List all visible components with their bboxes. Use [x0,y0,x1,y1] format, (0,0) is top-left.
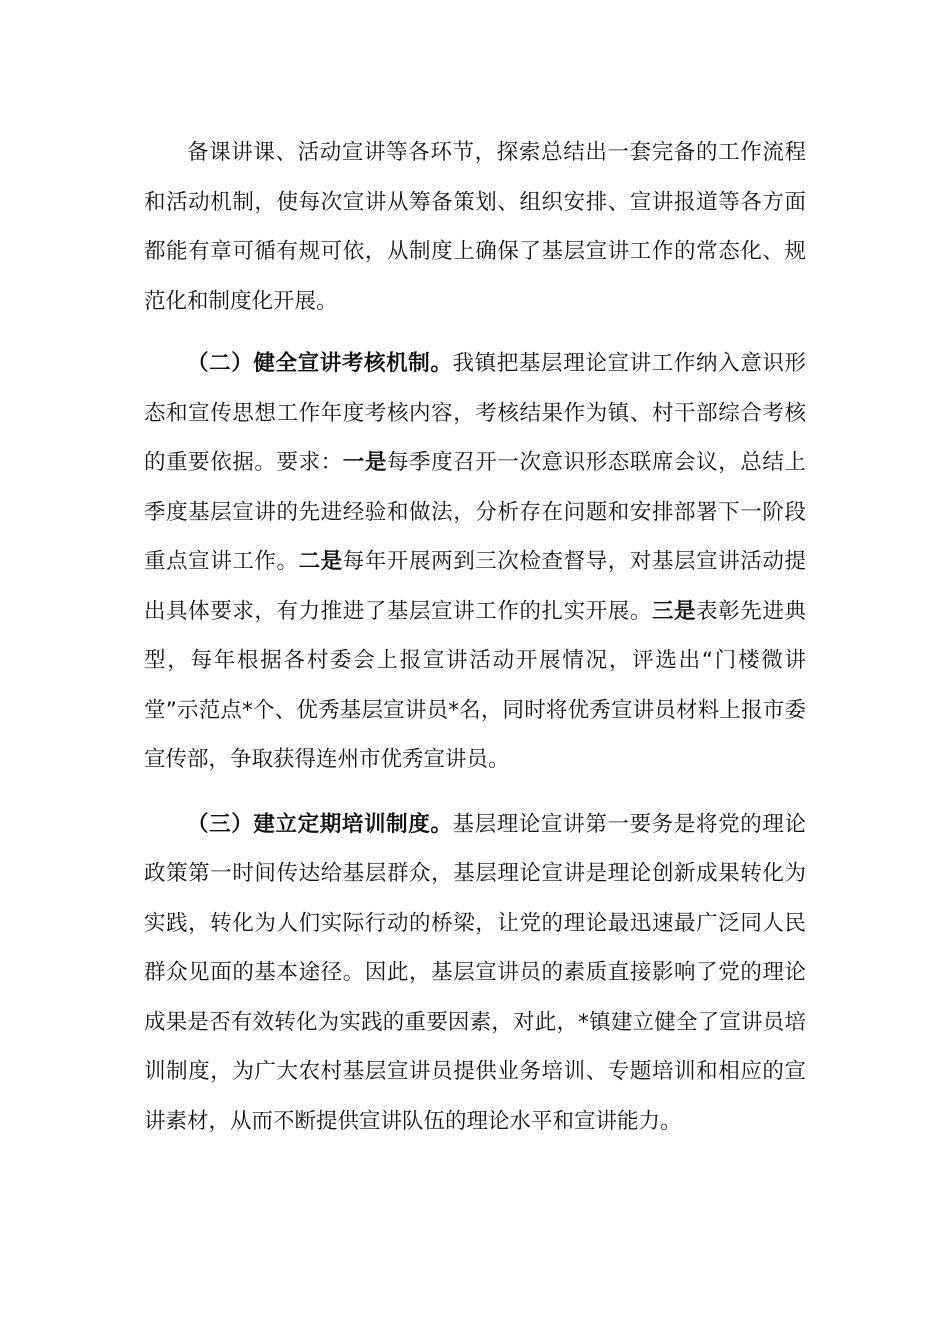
paragraph-text: 基层理论宣讲第一要务是将党的理论政策第一时间传达给基层群众，基层理论宣讲是理论创新成果转化为实践，转化为人们实际行动的桥梁，让党的理论最迅速最广泛同人民群众见面的基本途径。因此，基层宣讲员的素质直接影响了党的理论成果是否有效转化为实践的重要因素，对此，*镇建立健全了宣讲员培训制度，为广大农村基层宣讲员提供业务培训、专题培训和相应的宣讲素材，从而不断提供宣讲队伍的理论水平和宣讲能力。 [144,811,806,1134]
section-heading-3: （三）建立定期培训制度。 [187,811,453,837]
section-heading-2: （二）健全宣讲考核机制。 [187,351,453,376]
point-label-2: 二是 [298,549,343,574]
point-label-1: 一是 [342,450,387,475]
point-text-1: 每季度召开一次意识形态联席会议，总结上季度基层宣讲的先进经验和做法，分析存在问题和安排部署下一阶段重点宣讲工作。 [144,450,806,574]
point-text-3: 表彰先进典型，每年根据各村委会上报宣讲活动开展情况，评选出“门楼微讲堂”示范点*个、优秀基层宣讲员*名，同时将优秀宣讲员材料上报市委宣传部，争取获得连州市优秀宣讲员。 [144,598,806,772]
paragraph-continuation [144,128,806,326]
point-label-3: 三是 [651,598,697,624]
document-body [144,128,806,1146]
paragraph-training-system [144,800,806,1147]
paragraph-assessment-mechanism [144,339,806,785]
point-text-2: 每年开展两到三次检查督导，对基层宣讲活动提出具体要求，有力推进了基层宣讲工作的扎实开展。 [144,549,806,624]
paragraph-text: 备课讲课、活动宣讲等各环节，探索总结出一套完备的工作流程和活动机制，使每次宣讲从筹备策划、组织安排、宣讲报道等各方面都能有章可循有规可依，从制度上确保了基层宣讲工作的常态化、规范化和制度化开展。 [144,140,806,314]
paragraph-intro: 我镇把基层理论宣讲工作纳入意识形态和宣传思想工作年度考核内容，考核结果作为镇、村干部综合考核的重要依据。要求： [144,351,806,475]
